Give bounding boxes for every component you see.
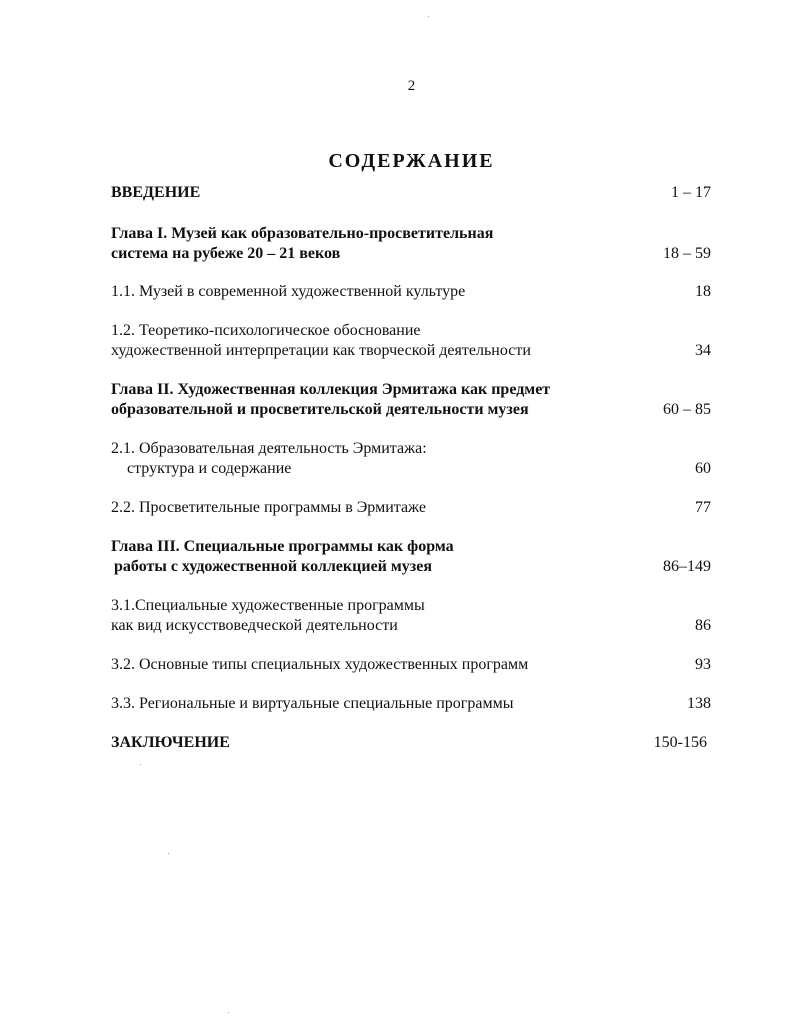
toc-entry-title: ВВЕДЕНИЕ: [111, 184, 201, 201]
toc-entry-title: образовательной и просветительской деятельности музея: [111, 401, 529, 418]
toc-entry-title: Глава I. Музей как образовательно-просветительная: [111, 225, 494, 242]
toc-entry-page: 86: [695, 617, 711, 634]
toc-entry-title: 1.1. Музей в современной художественной культуре: [111, 283, 466, 300]
toc-entry-chapter-2: [111, 380, 711, 420]
toc-entry-title: Глава III. Специальные программы как форма: [111, 538, 454, 555]
toc-entry-page: 60 – 85: [663, 401, 711, 418]
toc-entry-title: как вид искусствоведческой деятельности: [111, 617, 398, 634]
scan-speck: [168, 853, 169, 854]
toc-entry-page: 77: [695, 499, 711, 516]
toc-entry-page: 86–149: [663, 558, 711, 575]
toc-entry-title: 3.3. Региональные и виртуальные специальные программы: [111, 695, 514, 712]
toc-entry-section-3-1: [111, 596, 711, 636]
toc-entry-page: 93: [695, 656, 711, 673]
toc-entry-page: 1 – 17: [671, 184, 711, 201]
toc-entry-page: 18 – 59: [663, 245, 711, 262]
toc-title: СОДЕРЖАНИЕ: [328, 150, 495, 172]
toc-entry-page: 150-156: [653, 734, 707, 751]
toc-entry-title: художественной интерпретации как творческой деятельности: [111, 342, 531, 359]
toc-entry-section-1-1: [111, 282, 711, 302]
toc-entry-section-3-3: [111, 694, 711, 714]
toc-entry-section-1-2: [111, 321, 711, 361]
scan-speck: [140, 764, 141, 765]
toc-entry-section-2-2: [111, 498, 711, 518]
toc-entry-chapter-3: [111, 537, 711, 577]
toc-entry-title: система на рубеже 20 – 21 веков: [111, 245, 341, 262]
toc-entry-page: 60: [695, 460, 711, 477]
toc-entry-title: 3.1.Специальные художественные программы: [111, 597, 425, 614]
toc-entry-title: работы с художественной коллекцией музея: [114, 558, 432, 575]
toc-entry-page: 18: [695, 283, 711, 300]
page-number: 2: [407, 78, 416, 94]
toc-entry-title: 1.2. Теоретико-психологическое обоснование: [111, 322, 421, 339]
toc-entry-section-2-1: [111, 439, 711, 479]
scan-speck: [228, 1012, 229, 1013]
toc-entry-title: 2.1. Образовательная деятельность Эрмитажа:: [111, 440, 427, 457]
toc-entry-title: ЗАКЛЮЧЕНИЕ: [111, 734, 230, 751]
toc-entry-page: 138: [687, 695, 711, 712]
toc-entry-title: структура и содержание: [127, 460, 292, 477]
toc-entry-section-3-2: [111, 655, 711, 675]
toc-entry-title: 3.2. Основные типы специальных художественных программ: [111, 656, 529, 673]
toc-entry-title: 2.2. Просветительные программы в Эрмитаже: [111, 499, 426, 516]
toc-entry-chapter-1: [111, 224, 711, 264]
toc-entry-conclusion: [111, 733, 707, 753]
toc-entry-page: 34: [695, 342, 711, 359]
toc-entry-introduction: [111, 183, 711, 203]
scan-speck: [428, 16, 429, 17]
toc-entry-title: Глава II. Художественная коллекция Эрмитажа как предмет: [111, 381, 551, 398]
